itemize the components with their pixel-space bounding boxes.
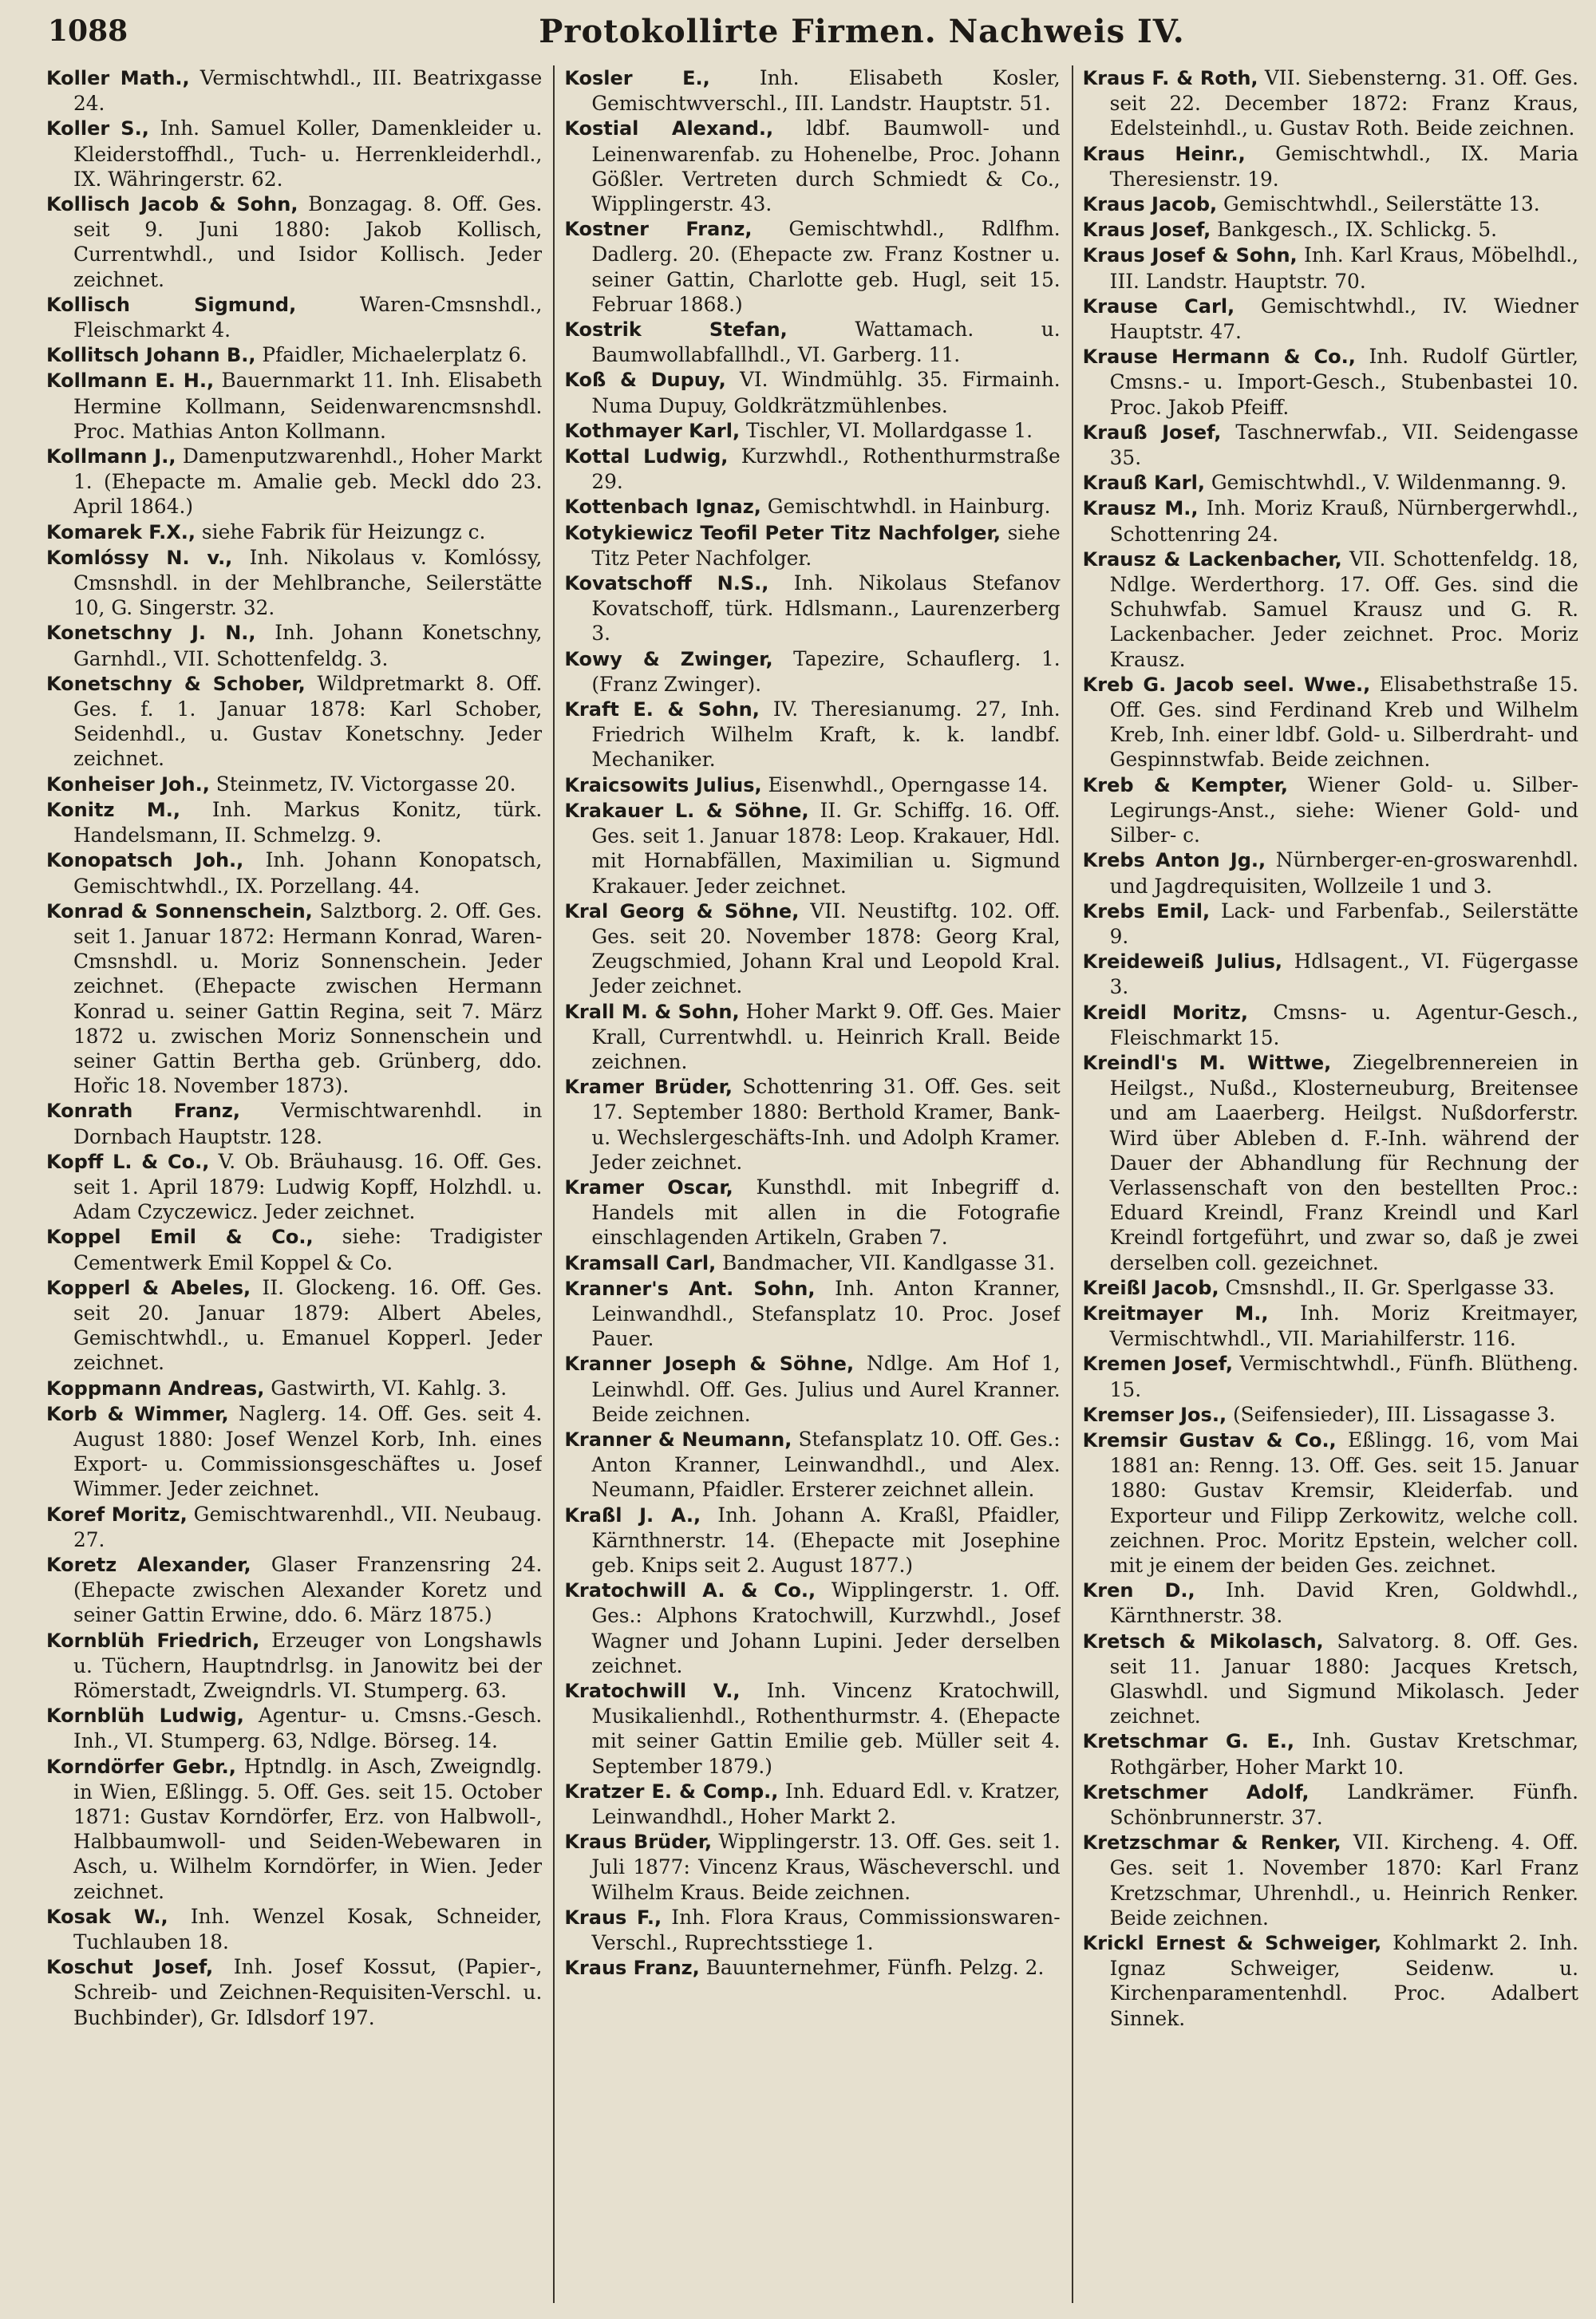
firm-name: Krakauer L. & Söhne, — [564, 799, 809, 822]
directory-entry — [564, 1427, 1060, 1503]
firm-name: Kramer Oscar, — [564, 1175, 733, 1199]
firm-details: Inh. Johann Konopatsch, Gemischtwhdl., IX. Porzellang. 44. — [73, 848, 543, 898]
firm-name: Kovatschoff N.S., — [564, 572, 769, 595]
running-title: Protokollirte Firmen. Nachweis IV. — [539, 12, 1185, 50]
firm-details: Kohlmarkt 2. Inh. Ignaz Schweiger, Seidenw. u. Kirchenparamentenhdl. Proc. Adalbert Sinnek. — [1109, 1931, 1578, 2030]
firm-name: Kraus Heinr., — [1082, 142, 1246, 165]
firm-details: VII. Neustiftg. 102. Off. Ges. seit 20. November 1878: Georg Kral, Zeugschmied, Johann Kral und Leopold Kral. Jeder zeichnet. — [591, 899, 1061, 998]
firm-name: Konetschny J. N., — [46, 622, 256, 645]
directory-entry — [46, 1754, 542, 1904]
directory-entry — [46, 1552, 542, 1628]
firm-name: Kraus Josef & Sohn, — [1082, 244, 1298, 267]
firm-details: Vermischtwarenhdl. in Dornbach Hauptstr. 128. — [73, 1099, 543, 1148]
firm-details: Glaser Franzensring 24. (Ehepacte zwischen Alexander Koretz und seiner Gattin Erwine, ddo. 6. März 1875.) — [73, 1552, 543, 1627]
directory-entry — [564, 494, 1060, 520]
firm-details: Wiener Gold- u. Silber-Legirungs-Anst., siehe: Wiener Gold- und Silber- c. — [1109, 772, 1578, 847]
firm-details: VII. Schottenfeldg. 18, Ndlge. Werderthorg. 17. Off. Ges. sind die Schuhwfab. Samuel Krausz und G. R. Lackenbacher. Jeder zeichnet. Proc. Moriz Krausz. — [1109, 547, 1578, 671]
directory-entry — [1083, 496, 1578, 546]
firm-details: II. Glockeng. 16. Off. Ges. seit 20. Januar 1879: Albert Abeles, Gemischtwhdl., u. Emanuel Kopperl. Jeder zeichnet. — [73, 1275, 543, 1375]
firm-name: Koppmann Andreas, — [46, 1377, 265, 1400]
firm-name: Kreb & Kempter, — [1082, 773, 1288, 796]
firm-name: Kraus F., — [564, 1906, 662, 1929]
firm-details: Inh. Eduard Edl. v. Kratzer, Leinwandhdl., Hoher Markt 2. — [591, 1779, 1061, 1829]
directory-entry — [46, 1098, 542, 1148]
firm-details: Hdlsagent., VI. Fügergasse 3. — [1109, 950, 1578, 999]
firm-name: Kratochwill V., — [564, 1680, 741, 1702]
firm-name: Krause Hermann & Co., — [1082, 346, 1356, 369]
directory-entry — [46, 65, 542, 116]
firm-details: Steinmetz, IV. Victorgasse 20. — [209, 772, 516, 796]
firm-details: Ziegelbrennereien in Heilgst., Nußd., Klosterneuburg, Breitensee und am Laaerberg. Heilgst. Nußdorferstr. Wird über Ableben d. F.-Inh. während der Dauer der Abhandlung für Rechnung der Verlassenschaft von den bestellten Proc.: Eduard Kreindl, Franz Kreindl und Karl Kreindl fortgeführt, und zwar so, daß je zwei derselben coll. gezeichnet. — [1109, 1050, 1578, 1274]
directory-entry — [1083, 672, 1578, 772]
firm-name: Kollisch Jacob & Sohn, — [46, 193, 298, 216]
directory-entry — [46, 899, 542, 1099]
firm-details: Vermischtwhdl., Fünfh. Blütheng. 15. — [1109, 1352, 1578, 1401]
firm-details: Lack- und Farbenfab., Seilerstätte 9. — [1109, 899, 1578, 948]
firm-name: Kornblüh Friedrich, — [46, 1629, 260, 1652]
directory-entry — [46, 1376, 542, 1401]
firm-details: Gemischtwhdl., Seilerstätte 13. — [1217, 192, 1540, 216]
firm-name: Koß & Dupuy, — [564, 369, 726, 392]
directory-entry — [1083, 420, 1578, 470]
firm-details: Inh. Flora Kraus, Commissionswaren-Verschl., Ruprechtsstiege 1. — [591, 1905, 1061, 1955]
firm-name: Kreißl Jacob, — [1082, 1276, 1219, 1299]
firm-details: Cmsnshdl., II. Gr. Sperlgasse 33. — [1219, 1275, 1555, 1299]
firm-name: Kraus Josef, — [1082, 219, 1211, 242]
firm-details: Inh. Rudolf Gürtler, Cmsns.- u. Import-Gesch., Stubenbastei 10. Proc. Jakob Pfeiff. — [1109, 345, 1578, 419]
firm-details: Inh. Nikolaus Stefanov Kovatschoff, türk. Hdlsmann., Laurenzerberg 3. — [591, 571, 1061, 646]
firm-details: Waren-Cmsnshdl., Fleischmarkt 4. — [73, 292, 543, 342]
firm-name: Kraus Jacob, — [1082, 193, 1218, 216]
directory-entry — [564, 1175, 1060, 1250]
directory-entry — [1083, 1830, 1578, 1930]
firm-details: Inh. Moriz Krauß, Nürnbergerwhdl., Schottenring 24. — [1109, 496, 1578, 546]
directory-entry — [564, 418, 1060, 444]
directory-entry — [46, 342, 542, 368]
firm-name: Kranner's Ant. Sohn, — [564, 1277, 816, 1300]
firm-details: V. Ob. Bräuhausg. 16. Off. Ges. seit 1. April 1879: Ludwig Kopff, Holzhdl. u. Adam Czyczewicz. Jeder zeichnet. — [73, 1149, 543, 1224]
firm-name: Konrath Franz, — [46, 1100, 240, 1123]
directory-entry — [564, 216, 1060, 317]
firm-name: Kraus F. & Roth, — [1082, 67, 1258, 89]
firm-name: Kraus Brüder, — [564, 1831, 713, 1854]
directory-entry — [46, 1904, 542, 1954]
directory-entry — [1083, 1402, 1578, 1428]
firm-details: Gastwirth, VI. Kahlg. 3. — [264, 1376, 508, 1400]
directory-entry — [564, 798, 1060, 899]
firm-name: Kosler E., — [564, 67, 710, 89]
firm-details: Hptndlg. in Asch, Zweigndlg. in Wien, Eßlingg. 5. Off. Ges. seit 15. October 1871: Gustav Korndörfer, Erz. von Halbwoll-, Halbbaumwoll- und Seiden-Webewaren in Asch, u. Wilhelm Korndörfer, in Wien. Jeder zeichnet. — [73, 1754, 543, 1903]
firm-details: siehe Titz Peter Nachfolger. — [591, 520, 1061, 570]
directory-entry — [46, 1502, 542, 1552]
firm-details: Tischler, VI. Mollardgasse 1. — [740, 418, 1033, 442]
firm-name: Kotykiewicz Teofil Peter Titz Nachfolger, — [564, 521, 1001, 544]
firm-details: Gemischtwhdl., Rdlfhm. Dadlerg. 20. (Ehepacte zw. Franz Kostner u. seiner Gattin, Charlotte geb. Hugl, seit 15. Februar 1868.) — [591, 217, 1061, 316]
firm-name: Kramer Brüder, — [564, 1076, 733, 1099]
firm-name: Konitz M., — [46, 798, 180, 821]
firm-details: Landkrämer. Fünfh. Schönbrunnerstr. 37. — [1109, 1780, 1578, 1830]
directory-entry — [1083, 294, 1578, 344]
directory-entry — [564, 1503, 1060, 1578]
firm-name: Konrad & Sonnenschein, — [46, 899, 313, 922]
directory-entry — [46, 520, 542, 545]
firm-details: Bonzagag. 8. Off. Ges. seit 9. Juni 1880: Jakob Kollisch, Currentwhdl., und Isidor Kollisch. Jeder zeichnet. — [73, 192, 543, 291]
firm-name: Kraft E. & Sohn, — [564, 698, 760, 721]
firm-details: Kurzwhdl., Rothenthurmstraße 29. — [591, 444, 1061, 494]
directory-entry — [564, 1779, 1060, 1829]
firm-details: Inh. Gustav Kretschmar, Rothgärber, Hoher Markt 10. — [1109, 1729, 1578, 1779]
firm-details: Gemischtwhdl., IX. Maria Theresienstr. 19. — [1109, 141, 1578, 191]
firm-details: Nürnberger-en-groswarenhdl. und Jagdrequisiten, Wollzeile 1 und 3. — [1109, 848, 1578, 898]
directory-entry — [564, 1250, 1060, 1276]
columns — [46, 65, 1578, 2303]
firm-name: Kollisch Sigmund, — [46, 293, 297, 316]
firm-name: Kollitsch Johann B., — [46, 344, 256, 367]
firm-name: Kral Georg & Söhne, — [564, 899, 800, 922]
firm-details: Inh. Johann A. Kraßl, Pfaidler, Kärnthnerstr. 14. (Ehepacte mit Josephine geb. Knips seit 2. August 1877.) — [591, 1503, 1061, 1577]
page-header — [48, 3, 1564, 59]
firm-name: Kretschmar G. E., — [1082, 1730, 1294, 1753]
directory-entry — [46, 116, 542, 192]
firm-details: Bauernmarkt 11. Inh. Elisabeth Hermine Kollmann, Seidenwarencmsnshdl. Proc. Mathias Anton Kollmann. — [73, 369, 543, 443]
firm-name: Kretschmer Adolf, — [1082, 1780, 1310, 1803]
firm-details: Inh. David Kren, Goldwhdl., Kärnthnerstr. 38. — [1109, 1578, 1578, 1628]
directory-entry — [1083, 1050, 1578, 1275]
firm-name: Kollmann J., — [46, 445, 176, 468]
directory-entry — [564, 1905, 1060, 1955]
firm-details: VII. Siebensterng. 31. Off. Ges. seit 22. December 1872: Franz Kraus, Edelsteinhdl., u. Gustav Roth. Beide zeichnen. — [1109, 66, 1578, 140]
firm-details: Naglerg. 14. Off. Ges. seit 4. August 1880: Josef Wenzel Korb, Inh. eines Export- u. Commissionsgeschäftes u. Josef Wimmer. Jeder zeichnet. — [73, 1401, 543, 1501]
firm-name: Kren D., — [1082, 1579, 1195, 1602]
firm-name: Kraus Franz, — [564, 1957, 700, 1980]
directory-entry — [564, 646, 1060, 697]
firm-details: Ndlge. Am Hof 1, Leinwhdl. Off. Ges. Julius und Aurel Kranner. Beide zeichnen. — [591, 1352, 1061, 1426]
directory-entry — [46, 772, 542, 797]
directory-entry — [564, 367, 1060, 417]
page-number: 1088 — [48, 14, 128, 48]
firm-name: Komarek F.X., — [46, 520, 196, 543]
directory-entry — [564, 1829, 1060, 1905]
firm-name: Kornblüh Ludwig, — [46, 1705, 244, 1728]
firm-details: Agentur- u. Cmsns.-Gesch. Inh., VI. Stumperg. 63, Ndlge. Börseg. 14. — [73, 1704, 543, 1753]
directory-entry — [1083, 772, 1578, 848]
directory-entry — [564, 116, 1060, 216]
firm-name: Konetschny & Schober, — [46, 672, 306, 695]
directory-entry — [1083, 899, 1578, 949]
firm-name: Komlóssy N. v., — [46, 546, 233, 569]
directory-entry — [46, 444, 542, 520]
firm-name: Kostner Franz, — [564, 218, 753, 241]
firm-details: Inh. Wenzel Kosak, Schneider, Tuchlauben 18. — [73, 1904, 543, 1954]
firm-details: Salvatorg. 8. Off. Ges. seit 11. Januar 1880: Jacques Kretsch, Glaswhdl. und Sigmund Mikolasch. Jeder zeichnet. — [1109, 1629, 1578, 1728]
firm-details: Salztborg. 2. Off. Ges. seit 1. Januar 1872: Hermann Konrad, Waren-Cmsnshdl. u. Moriz Sonnenschein. Jeder zeichnet. (Ehepacte zwischen Hermann Konrad u. seiner Gattin Regina, seit 7. März 1872 u. zwischen Moriz Sonnenschein und seiner Gattin Bertha geb. Grünberg, ddo. Hořic 18. November 1873). — [73, 899, 543, 1098]
directory-entry — [1083, 243, 1578, 293]
firm-details: siehe Fabrik für Heizungz c. — [196, 520, 486, 543]
directory-entry — [46, 1954, 542, 2030]
firm-details: Schottenring 31. Off. Ges. seit 17. September 1880: Berthold Kramer, Bank- u. Wechslergeschäfts-Inh. und Adolph Kramer. Jeder zeichnet. — [591, 1075, 1061, 1174]
directory-entry — [46, 292, 542, 342]
directory-entry — [564, 1955, 1060, 1981]
directory-entry — [1083, 470, 1578, 496]
directory-entry — [564, 899, 1060, 999]
directory-entry — [564, 65, 1060, 116]
directory-entry — [46, 1149, 542, 1225]
firm-name: Krauß Karl, — [1082, 472, 1205, 495]
firm-name: Kremsir Gustav & Co., — [1082, 1428, 1337, 1452]
firm-details: Gemischtwhdl., IV. Wiedner Hauptstr. 47. — [1109, 294, 1578, 344]
firm-name: Kollmann E. H., — [46, 369, 215, 393]
directory-entry — [46, 192, 542, 292]
firm-name: Krebs Emil, — [1082, 899, 1211, 922]
directory-entry — [46, 847, 542, 898]
firm-name: Kopperl & Abeles, — [46, 1276, 251, 1299]
firm-name: Krauß Josef, — [1082, 421, 1222, 444]
directory-entry — [1083, 1930, 1578, 2031]
firm-name: Kratochwill A. & Co., — [564, 1579, 816, 1602]
directory-entry — [564, 1578, 1060, 1678]
directory-entry — [564, 1351, 1060, 1427]
column-left — [46, 65, 542, 2303]
directory-entry — [46, 671, 542, 772]
firm-name: Kottal Ludwig, — [564, 445, 729, 468]
directory-entry — [1083, 949, 1578, 999]
directory-entry — [1083, 217, 1578, 243]
firm-details: VI. Windmühlg. 35. Firmainh. Numa Dupuy, Goldkrätzmühlenbes. — [591, 368, 1061, 417]
firm-details: Vermischtwhdl., III. Beatrixgasse 24. — [73, 66, 543, 116]
firm-name: Koppel Emil & Co., — [46, 1226, 314, 1249]
directory-entry — [1083, 1000, 1578, 1050]
firm-details: Inh. Anton Kranner, Leinwandhdl., Stefansplatz 10. Proc. Josef Pauer. — [591, 1276, 1061, 1351]
directory-entry — [564, 772, 1060, 798]
firm-name: Korb & Wimmer, — [46, 1402, 229, 1425]
directory-entry — [46, 368, 542, 444]
directory-entry — [46, 1703, 542, 1753]
firm-name: Kostial Alexand., — [564, 117, 774, 140]
directory-entry — [1083, 1578, 1578, 1628]
firm-details: Inh. Moriz Kreitmayer, Vermischtwhdl., VII. Mariahilferstr. 116. — [1109, 1301, 1578, 1351]
firm-name: Kraicsowits Julius, — [564, 773, 762, 796]
directory-entry — [564, 697, 1060, 772]
directory-entry — [564, 1678, 1060, 1779]
directory-entry — [1083, 1629, 1578, 1729]
firm-details: (Seifensieder), III. Lissagasse 3. — [1227, 1402, 1556, 1426]
firm-name: Kopff L. & Co., — [46, 1150, 210, 1173]
firm-details: ldbf. Baumwoll- und Leinenwarenfab. zu Hohenelbe, Proc. Johann Gößler. Vertreten durch Schmiedt & Co., Wipplingerstr. 43. — [591, 117, 1061, 216]
directory-entry — [564, 1276, 1060, 1352]
firm-name: Krall M. & Sohn, — [564, 1000, 740, 1023]
firm-details: Gemischtwhdl. in Hainburg. — [760, 495, 1051, 519]
firm-details: Wildpretmarkt 8. Off. Ges. f. 1. Januar 1878: Karl Schober, Seidenhdl., u. Gustav Konetschny. Jeder zeichnet. — [73, 671, 543, 771]
firm-details: Taschnerwfab., VII. Seidengasse 35. — [1109, 420, 1578, 470]
firm-details: Cmsns- u. Agentur-Gesch., Fleischmarkt 15. — [1109, 1000, 1578, 1049]
firm-details: VII. Kircheng. 4. Off. Ges. seit 1. November 1870: Karl Franz Kretzschmar, Uhrenhdl., u. Heinrich Renker. Beide zeichnen. — [1109, 1831, 1578, 1930]
firm-details: siehe: Tradigister Cementwerk Emil Koppel & Co. — [73, 1225, 543, 1274]
column-middle — [553, 65, 1060, 2303]
firm-details: Tapezire, Schauflerg. 1. (Franz Zwinger). — [591, 646, 1061, 696]
firm-details: Kunsthdl. mit Inbegriff d. Handels mit allen in die Fotografie einschlagenden Artikeln, Graben 7. — [591, 1175, 1061, 1250]
firm-details: Inh. Josef Kossut, (Papier-, Schreib- und Zeichnen-Requisiten-Verschl. u. Buchbinder), Gr. Idlsdorf 197. — [73, 1955, 543, 2029]
firm-details: Gemischtwhdl., V. Wildenmanng. 9. — [1204, 471, 1567, 495]
directory-entry — [1083, 547, 1578, 672]
directory-entry — [46, 1401, 542, 1502]
firm-details: Inh. Vincenz Kratochwill, Musikalienhdl., Rothenthurmstr. 4. (Ehepacte mit seiner Gattin Emilie geb. Müller seit 4. September 1879.) — [591, 1679, 1061, 1778]
firm-name: Kretzschmar & Renker, — [1082, 1831, 1341, 1855]
firm-details: IV. Theresianumg. 27, Inh. Friedrich Wilhelm Kraft, k. k. landbf. Mechaniker. — [591, 697, 1061, 772]
directory-entry — [1083, 65, 1578, 141]
firm-details: Inh. Nikolaus v. Komlóssy, Cmsnshdl. in der Mehlbranche, Seilerstätte 10, G. Singerstr. 32. — [73, 545, 543, 620]
firm-name: Konheiser Joh., — [46, 772, 210, 796]
firm-name: Kranner Joseph & Söhne, — [564, 1353, 855, 1376]
firm-name: Krause Carl, — [1082, 294, 1235, 318]
firm-name: Krickl Ernest & Schweiger, — [1082, 1932, 1382, 1955]
directory-entry — [564, 444, 1060, 494]
firm-details: Inh. Johann Konetschny, Garnhdl., VII. Schottenfeldg. 3. — [73, 621, 543, 670]
firm-details: Inh. Markus Konitz, türk. Handelsmann, II. Schmelzg. 9. — [73, 797, 543, 847]
firm-name: Kreindl's M. Wittwe, — [1082, 1051, 1332, 1074]
firm-details: Wipplingerstr. 1. Off. Ges.: Alphons Kratochwill, Kurzwhdl., Josef Wagner und Johann Lupini. Jeder derselben zeichnet. — [591, 1578, 1061, 1677]
firm-name: Kreideweiß Julius, — [1082, 950, 1283, 974]
directory-entry — [46, 1275, 542, 1376]
firm-details: Inh. Karl Kraus, Möbelhdl., III. Landstr. Hauptstr. 70. — [1109, 243, 1578, 293]
firm-name: Korndörfer Gebr., — [46, 1755, 236, 1778]
directory-entry — [564, 520, 1060, 571]
firm-name: Krebs Anton Jg., — [1082, 849, 1266, 872]
directory-entry — [1083, 192, 1578, 217]
directory-entry — [46, 1224, 542, 1274]
directory-entry — [1083, 344, 1578, 420]
firm-details: Inh. Elisabeth Kosler, Gemischtwverschl., III. Landstr. Hauptstr. 51. — [591, 66, 1061, 116]
directory-entry — [1083, 1301, 1578, 1351]
firm-name: Kostrik Stefan, — [564, 318, 788, 342]
firm-details: Damenputzwarenhdl., Hoher Markt 1. (Ehepacte m. Amalie geb. Meckl ddo 23. April 1864.) — [73, 444, 543, 519]
directory-entry — [1083, 1728, 1578, 1779]
firm-details: II. Gr. Schiffg. 16. Off. Ges. seit 1. Januar 1878: Leop. Krakauer, Hdl. mit Hornabfällen, Maximilian u. Sigmund Krakauer. Jeder zeichnet. — [591, 798, 1061, 898]
directory-entry — [46, 1628, 542, 1704]
firm-details: Eßlingg. 16, vom Mai 1881 an: Renng. 13. Off. Ges. seit 15. Januar 1880: Gustav Kremsir, Kleiderfab. und Exporteur und Filipp Zerkowitz, welche coll. zeichnen. Proc. Moritz Epstein, welcher coll. mit je einem der beiden Ges. zeichnet. — [1109, 1428, 1578, 1577]
firm-name: Kremen Josef, — [1082, 1353, 1233, 1376]
firm-name: Koller Math., — [46, 67, 190, 89]
directory-entry — [564, 1074, 1060, 1175]
firm-details: Bandmacher, VII. Kandlgasse 31. — [716, 1250, 1056, 1274]
firm-name: Koref Moritz, — [46, 1503, 188, 1526]
firm-name: Kremser Jos., — [1082, 1403, 1227, 1426]
firm-name: Koretz Alexander, — [46, 1553, 251, 1576]
directory-entry — [1083, 1428, 1578, 1578]
column-right — [1072, 65, 1578, 2303]
firm-name: Kosak W., — [46, 1905, 168, 1928]
firm-name: Kreb G. Jacob seel. Wwe., — [1082, 673, 1371, 696]
firm-name: Kreitmayer M., — [1082, 1302, 1269, 1325]
firm-name: Krausz & Lackenbacher, — [1082, 547, 1342, 571]
firm-name: Kraßl J. A., — [564, 1503, 701, 1527]
directory-entry — [1083, 1351, 1578, 1401]
directory-entry — [1083, 1780, 1578, 1830]
firm-name: Koller S., — [46, 117, 149, 140]
firm-name: Kramsall Carl, — [564, 1251, 717, 1274]
firm-details: Bauunternehmer, Fünfh. Pelzg. 2. — [699, 1956, 1045, 1980]
firm-details: Hoher Markt 9. Off. Ges. Maier Krall, Currentwhdl. u. Heinrich Krall. Beide zeichnen. — [591, 999, 1061, 1073]
directory-entry — [564, 571, 1060, 646]
directory-entry — [1083, 847, 1578, 898]
firm-details: Inh. Samuel Koller, Damenkleider u. Kleiderstoffhdl., Tuch- u. Herrenkleiderhdl., IX. Währingerstr. 62. — [73, 117, 543, 191]
firm-name: Konopatsch Joh., — [46, 849, 244, 872]
firm-name: Koschut Josef, — [46, 1956, 214, 1979]
firm-name: Kretsch & Mikolasch, — [1082, 1630, 1324, 1653]
firm-details: Gemischtwarenhdl., VII. Neubaug. 27. — [73, 1502, 543, 1551]
firm-name: Kratzer E. & Comp., — [564, 1780, 779, 1803]
directory-entry — [46, 797, 542, 847]
firm-details: Bankgesch., IX. Schlickg. 5. — [1211, 218, 1498, 242]
firm-name: Krausz M., — [1082, 497, 1199, 520]
firm-name: Kowy & Zwinger, — [564, 647, 773, 670]
firm-name: Kothmayer Karl, — [564, 419, 741, 442]
directory-entry — [564, 999, 1060, 1075]
firm-details: Pfaidler, Michaelerplatz 6. — [255, 343, 527, 367]
firm-details: Eisenwhdl., Operngasse 14. — [761, 772, 1049, 796]
firm-details: Wattamach. u. Baumwollabfallhdl., VI. Garberg. 11. — [591, 318, 1061, 367]
directory-entry — [1083, 141, 1578, 192]
directory-entry — [564, 317, 1060, 367]
directory-entry — [1083, 1275, 1578, 1301]
firm-details: Elisabethstraße 15. Off. Ges. sind Ferdinand Kreb und Wilhelm Kreb, Inh. einer ldbf. Gold- u. Silberdraht- und Gespinnstwfab. Beide zeichnen. — [1109, 672, 1578, 772]
firm-details: Erzeuger von Longshawls u. Tüchern, Hauptndrlsg. in Janowitz bei der Römerstadt, Zweigndrls. VI. Stumperg. 63. — [73, 1628, 543, 1702]
directory-entry — [46, 620, 542, 670]
firm-name: Kreidl Moritz, — [1082, 1001, 1248, 1024]
firm-name: Kottenbach Ignaz, — [564, 496, 761, 519]
firm-name: Kranner & Neumann, — [564, 1428, 792, 1451]
firm-details: Stefansplatz 10. Off. Ges.: Anton Kranner, Leinwandhdl., und Alex. Neumann, Pfaidler. Ersterer zeichnet allein. — [591, 1427, 1061, 1502]
directory-entry — [46, 545, 542, 621]
firm-details: Wipplingerstr. 13. Off. Ges. seit 1. Juli 1877: Vincenz Kraus, Wäscheverschl. und Wilhelm Kraus. Beide zeichnen. — [591, 1830, 1061, 1904]
